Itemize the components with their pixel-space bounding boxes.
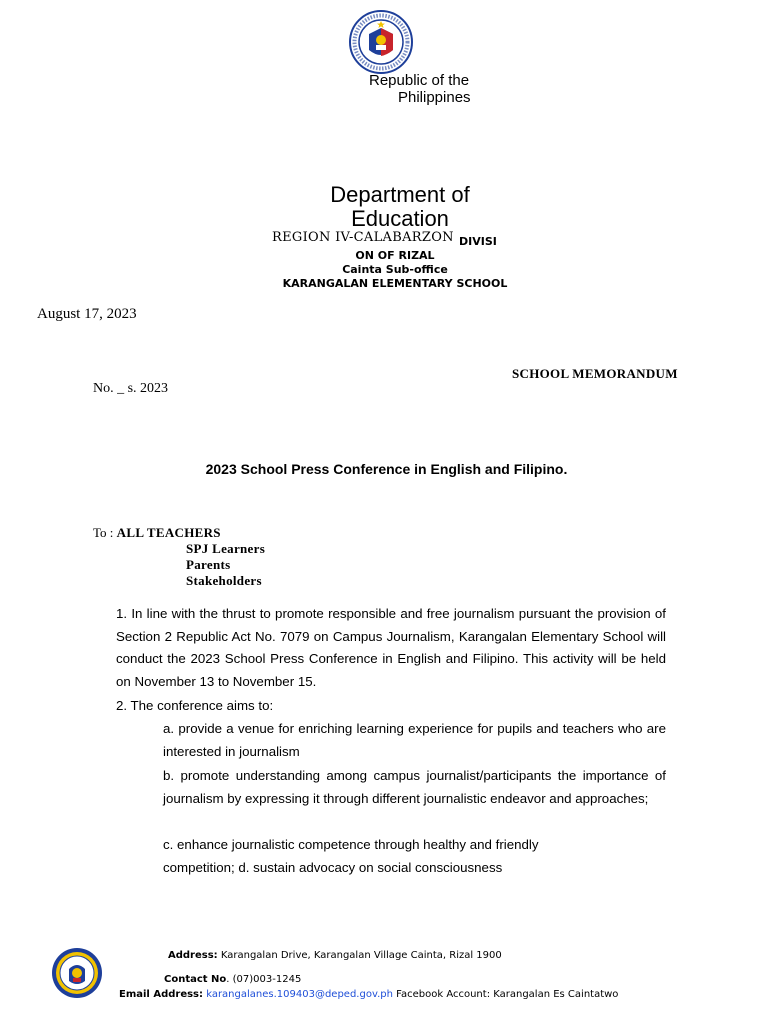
department-line-1: Department of xyxy=(330,182,470,207)
email-link[interactable]: karangalanes.109403@deped.gov.ph xyxy=(206,989,393,1000)
republic-line-1: Republic of the xyxy=(369,72,470,89)
recipient-item: Parents xyxy=(186,557,231,572)
aim-item-b: b. promote understanding among campus journalist/participants the importance of journalism by expressing it through different journalistic endeavor and approaches; xyxy=(163,768,666,806)
footer-contact xyxy=(164,974,301,986)
address-value: Karangalan Drive, Karangalan Village Cainta, Rizal 1900 xyxy=(217,950,502,961)
memo-subject: 2023 School Press Conference in English and Filipino. xyxy=(205,461,568,477)
department-heading xyxy=(300,183,500,231)
memo-type-title: SCHOOL MEMORANDUM xyxy=(512,366,678,381)
republic-heading xyxy=(369,72,471,106)
department-line-2: Education xyxy=(351,206,449,231)
footer-address xyxy=(168,950,502,962)
recipients-prefix: To : xyxy=(93,525,117,540)
aim-item-c xyxy=(163,834,666,879)
recipient-item: Stakeholders xyxy=(186,573,262,588)
aim-item-c-line-1: c. enhance journalistic competence through healthy and friendly xyxy=(163,837,539,852)
division-line: ON OF RIZAL xyxy=(355,249,435,262)
contact-value: . (07)003-1245 xyxy=(226,974,302,985)
sub-office-line: Cainta Sub-office xyxy=(342,263,448,276)
deped-seal-logo xyxy=(346,10,416,74)
school-name-line: KARANGALAN ELEMENTARY SCHOOL xyxy=(282,277,508,290)
facebook-account: Facebook Account: Karangalan Es Caintatwo xyxy=(392,989,619,1000)
contact-label: Contact No xyxy=(164,974,227,985)
paragraph-1: 1. In line with the thrust to promote responsible and free journalism pursuant the provision of Section 2 Republic Act No. 7079 on Campus Journalism, Karangalan Elementary School will conduct the 2023 School Press Conference in English and Filipino. This activity will be held on November 13 to November 15. xyxy=(116,606,666,689)
aim-item-a: a. provide a venue for enriching learning experience for pupils and teachers who are interested in journalism xyxy=(163,721,666,759)
region-label: REGION IV-CALABARZON xyxy=(272,230,454,245)
address-label: Address: xyxy=(168,950,218,961)
republic-line-2: Philippines xyxy=(398,89,471,106)
email-label: Email Address: xyxy=(119,989,204,1000)
recipient-item: ALL TEACHERS xyxy=(116,525,221,540)
recipient-item: SPJ Learners xyxy=(186,541,266,556)
memo-date: August 17, 2023 xyxy=(37,306,137,322)
division-label-fragment: DIVISI xyxy=(459,235,497,248)
paragraph-2: 2. The conference aims to: xyxy=(116,698,274,713)
school-logo xyxy=(51,947,103,999)
memo-number: No. _ s. 2023 xyxy=(93,381,169,396)
aim-item-c-line-2: competition; d. sustain advocacy on social consciousness xyxy=(163,859,503,875)
footer-email xyxy=(119,989,618,1001)
recipients-block xyxy=(93,525,265,589)
